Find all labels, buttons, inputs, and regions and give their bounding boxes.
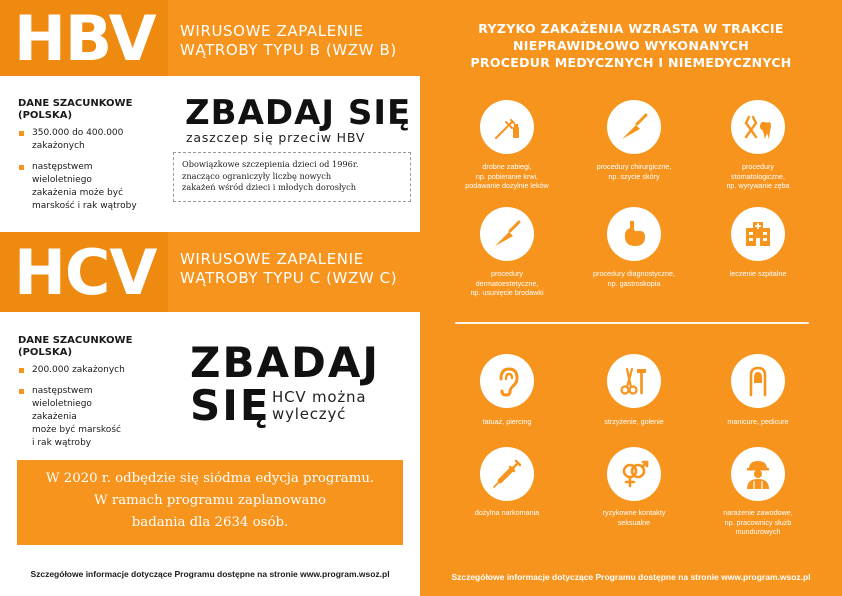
section-divider <box>455 322 809 324</box>
nonmedical-caption-3: dożylna narkomania <box>474 508 540 517</box>
hbv-virus-title: WIRUSOWE ZAPALENIE WĄTROBY TYPU B (WZW B) <box>180 22 397 59</box>
bullet-marker <box>19 165 24 170</box>
hcv-virus-title: WIRUSOWE ZAPALENIE WĄTROBY TYPU C (WZW C) <box>180 250 398 287</box>
gender-symbols-icon <box>607 447 661 501</box>
dental-tools-icon <box>731 100 785 154</box>
hbv-vaccination-note: Obowiązkowe szczepienia dzieci od 1996r. znacząco ograniczyły liczbę nowych zakażeń wśród dzieci i młodych dorosłych <box>173 152 411 202</box>
nonmedical-caption-5: narażenie zawodowe, np. pracownicy służb mundurowych <box>723 508 793 536</box>
scalpel-icon <box>480 207 534 261</box>
hcv-cta-heading-line2: SIĘ <box>190 381 271 430</box>
ear-icon <box>480 354 534 408</box>
list-item: 200.000 zakażonych <box>18 364 173 377</box>
hbv-dane-heading: DANE SZACUNKOWE (POLSKA) <box>18 98 133 121</box>
nonmedical-caption-4: ryzykowne kontakty seksualne <box>602 508 666 527</box>
syringe-icon <box>480 447 534 501</box>
hcv-code: HCV <box>14 236 157 309</box>
medical-caption-1: procedury chirurgiczne, np. szycie skóry <box>596 162 672 181</box>
medical-caption-5: leczenie szpitalne <box>729 269 787 278</box>
hospital-icon <box>731 207 785 261</box>
stomach-icon <box>607 207 661 261</box>
hcv-bullet-list <box>18 364 173 458</box>
hcv-cta-heading-line1: ZBADAJ <box>190 338 380 387</box>
left-footer: Szczegółowe informacje dotyczące Programu dostępne na stronie www.program.wsoz.pl <box>30 569 390 579</box>
hbv-cta-heading: ZBADAJ SIĘ <box>185 93 412 133</box>
right-footer: Szczegółowe informacje dotyczące Programu dostępne na stronie www.program.wsoz.pl <box>451 572 811 582</box>
hcv-dane-heading: DANE SZACUNKOWE (POLSKA) <box>18 335 133 358</box>
list-item: 350.000 do 400.000 zakażonych <box>18 127 173 153</box>
list-item: następstwem wieloletniego zakażenia może być marskość i rak wątroby <box>18 161 173 213</box>
nonmedical-caption-0: tatuaż, piercing <box>482 417 532 426</box>
risk-title: RYZYKO ZAKAŻENIA WZRASTA W TRAKCIE NIEPRAWIDŁOWO WYKONANYCH PROCEDUR MEDYCZNYCH I NIEMEDYCZNYCH <box>470 21 792 70</box>
bullet-marker <box>19 131 24 136</box>
worker-icon <box>731 447 785 501</box>
hbv-cta-subtitle: zaszczep się przeciw HBV <box>186 130 366 145</box>
bullet-marker <box>19 389 24 394</box>
nonmedical-caption-2: manicure, pedicure <box>727 417 789 426</box>
hbv-bullet-list <box>18 127 173 221</box>
medical-caption-3: procedury dermatoestetyczne, np. usunięcie brodawki <box>470 269 544 297</box>
medical-caption-0: drobne zabiegi, np. pobieranie krwi, podawanie dożylnie leków <box>465 162 549 190</box>
medical-caption-2: procedury stomatologiczne, np. wyrywanie zęba <box>726 162 790 190</box>
syringe-vials-icon <box>480 100 534 154</box>
scalpel-icon <box>607 100 661 154</box>
nonmedical-caption-1: strzyżenie, golenie <box>604 417 664 426</box>
medical-caption-4: procedury diagnostyczne, np. gastroskopia <box>593 269 675 288</box>
fingernail-icon <box>731 354 785 408</box>
list-item: następstwem wieloletniego zakażenia może być marskość i rak wątroby <box>18 385 173 450</box>
right-panel <box>420 0 842 596</box>
bullet-marker <box>19 368 24 373</box>
edition-text: W 2020 r. odbędzie się siódma edycja programu. W ramach programu zaplanowano badania dla 2634 osób. <box>45 471 375 530</box>
scissors-razor-icon <box>607 354 661 408</box>
hcv-cta-subtitle: HCV można wyleczyć <box>272 388 367 423</box>
hbv-code: HBV <box>14 2 156 75</box>
